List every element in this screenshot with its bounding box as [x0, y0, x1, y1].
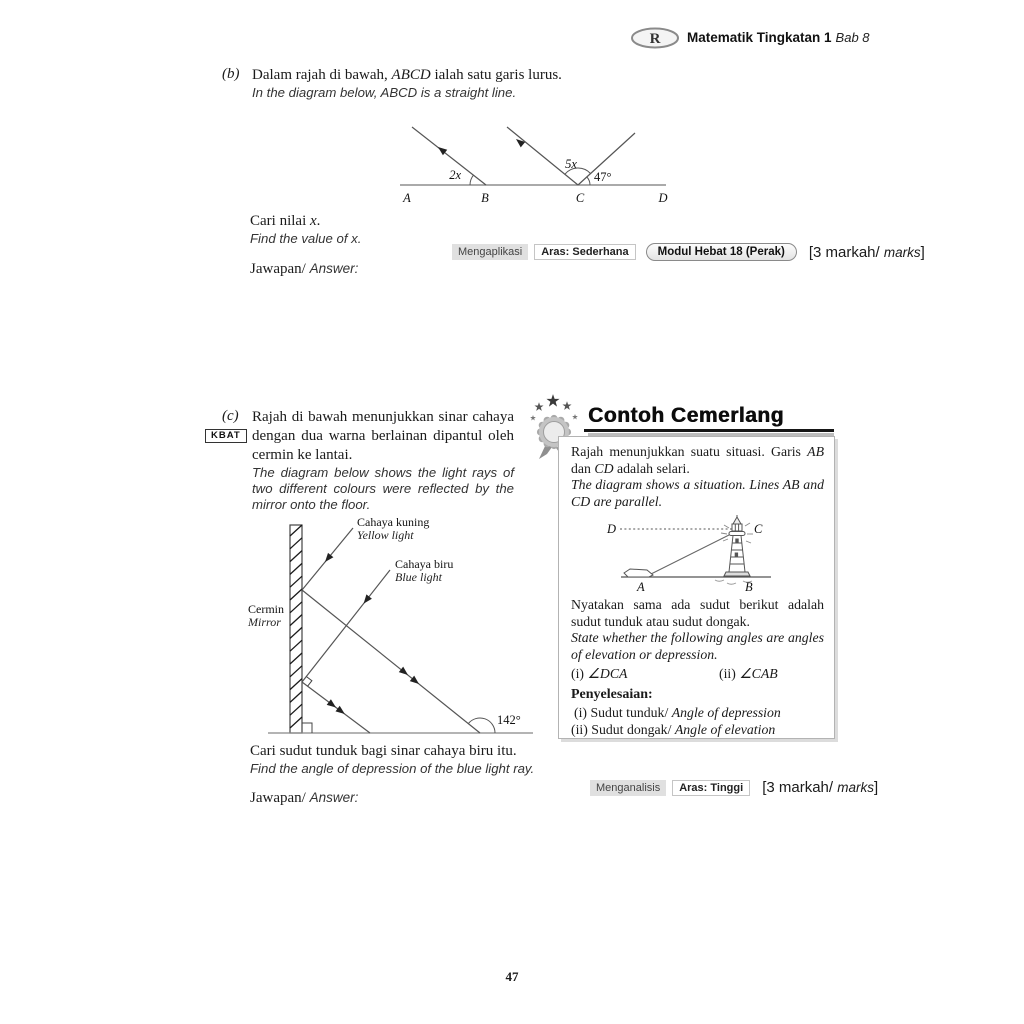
lighthouse-diagram — [597, 513, 837, 595]
yellow-light-label-en: Yellow light — [357, 528, 414, 542]
question-c-answer-label: Jawapan/ Answer: — [250, 790, 359, 806]
question-c-badges — [590, 779, 878, 796]
yellow-light-label-ms: Cahaya kuning — [357, 515, 430, 529]
blue-incoming-ray — [302, 570, 390, 682]
point-label-d: D — [607, 522, 617, 536]
example-intro-en: The diagram shows a situation. Lines AB and CD are parallel. — [571, 477, 824, 509]
example-task-ms: Nyatakan sama ada sudut berikut adalah sudut tunduk atau sudut dongak. — [571, 597, 824, 629]
example-task-en: State whether the following angles are angles of elevation or depression. — [571, 630, 824, 662]
chapter-label: Bab 8 — [835, 30, 870, 45]
header-title — [687, 29, 870, 47]
skill-badge: Mengaplikasi — [452, 244, 528, 260]
solution-ii: (ii) Sudut dongak/ Angle of elevation — [571, 722, 776, 737]
module-badge: Modul Hebat 18 (Perak) — [646, 243, 797, 261]
logo-letter: R — [649, 31, 661, 47]
question-c — [222, 408, 514, 513]
point-label-a: A — [403, 191, 411, 205]
question-c-text-ms: Rajah di bawah menunjukkan sinar cahaya dengan dua warna berlainan dipantul oleh cermin ke lantai. — [252, 409, 514, 463]
point-label-b: B — [745, 580, 753, 594]
example-items: (i) ∠DCA (ii) ∠CAB — [571, 666, 778, 681]
example-intro-ms: Rajah menunjukkan suatu situasi. Garis AB dan CD adalah selari. — [571, 444, 824, 476]
angle-label-142: 142° — [497, 713, 521, 727]
boat-icon — [624, 569, 653, 577]
example-title: Contoh Cemerlang — [588, 404, 784, 427]
right-angle-mark-reflection — [306, 677, 312, 687]
point-label-b: B — [481, 191, 489, 205]
question-b — [222, 66, 682, 101]
angle-label-5x: 5x — [565, 157, 577, 171]
kbat-badge: KBAT — [205, 429, 247, 443]
point-label-a: A — [637, 580, 645, 594]
solution-i: (i) Sudut tunduk/ Angle of depression — [574, 705, 781, 720]
question-b-text-en: In the diagram below, ABCD is a straight line. — [252, 85, 517, 100]
question-c-label: (c) — [222, 408, 239, 424]
arrowhead-icon — [327, 699, 338, 710]
blue-light-label-ms: Cahaya biru — [395, 557, 454, 571]
point-label-c: C — [754, 522, 763, 536]
point-label-d: D — [658, 191, 668, 205]
publisher-logo-icon — [630, 27, 680, 49]
book-title: Matematik Tingkatan 1 — [687, 30, 832, 45]
level-badge: Aras: Sederhana — [534, 244, 635, 260]
page-header — [630, 27, 870, 49]
question-b-text-ms: Dalam rajah di bawah, ABCD ialah satu garis lurus. — [252, 67, 562, 83]
question-b-answer-label: Jawapan/ Answer: — [250, 261, 359, 277]
example-box — [558, 436, 835, 739]
diagram-straight-line-abcd — [398, 116, 670, 208]
page-number: 47 — [505, 969, 519, 984]
point-label-c: C — [575, 191, 585, 205]
angle-label-47: 47° — [594, 170, 612, 184]
arrowhead-icon — [336, 706, 347, 717]
question-b-task: Cari nilai x. Find the value of x. — [250, 213, 362, 246]
angle-arc-47 — [587, 177, 590, 185]
question-c-text-en: The diagram below shows the light rays of two different colours were reflected by the mirror onto the floor. — [252, 465, 514, 512]
right-angle-mark-base — [302, 723, 312, 733]
level-badge: Aras: Tinggi — [672, 780, 750, 796]
mirror-label-en: Mirror — [248, 615, 281, 629]
solution-title: Penyelesaian: — [571, 687, 653, 702]
marks-label: [3 markah/ marks] — [808, 243, 925, 261]
angle-arc-2x — [470, 175, 473, 185]
title-underline — [584, 429, 834, 432]
question-b-label: (b) — [222, 66, 240, 82]
question-b-badges — [452, 243, 925, 261]
boat-to-lighthouse-line — [649, 531, 737, 575]
mirror-label-ms: Cermin — [248, 602, 284, 616]
yellow-reflected-ray — [302, 590, 480, 733]
ray-from-c-left — [507, 127, 578, 185]
blue-light-label-en: Blue light — [395, 570, 442, 584]
angle-arc-142 — [468, 718, 495, 733]
lighthouse-icon — [724, 515, 750, 576]
marks-label: [3 markah/ marks] — [762, 779, 879, 796]
question-c-task: Cari sudut tunduk bagi sinar cahaya biru itu. Find the angle of depression of the blue light ray. — [250, 743, 535, 776]
diagram-mirror-light-rays — [245, 512, 535, 740]
skill-badge: Menganalisis — [590, 780, 666, 796]
angle-label-2x: 2x — [449, 168, 461, 182]
